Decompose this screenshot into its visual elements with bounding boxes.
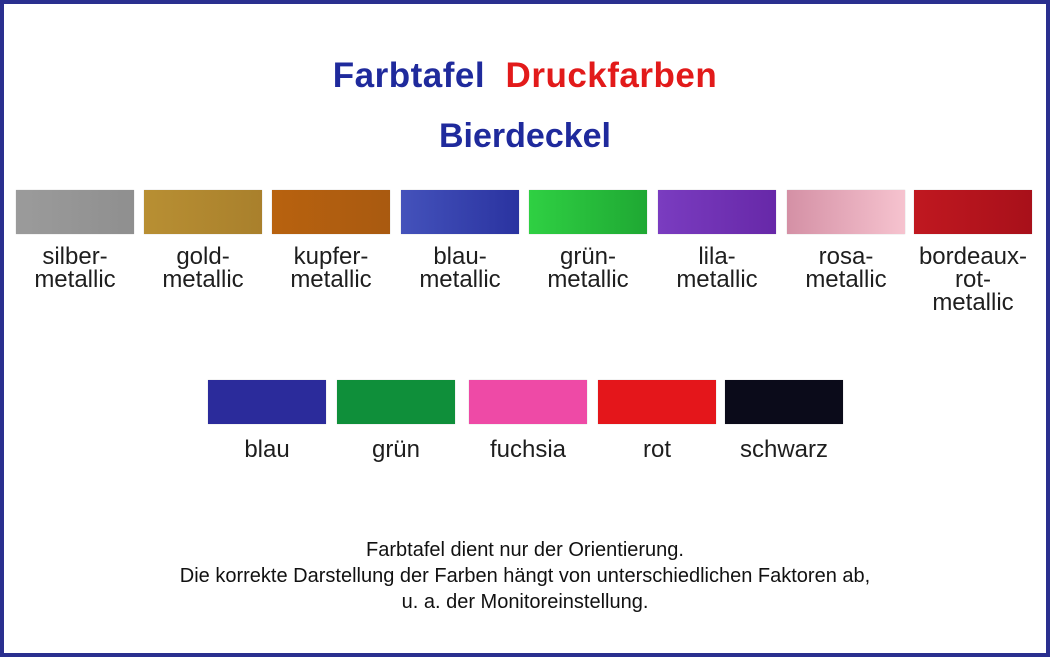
- swatch-label: [646, 245, 788, 291]
- swatch-gold-metallic: [144, 190, 262, 234]
- swatch-label-line: metallic: [419, 266, 501, 293]
- swatch-label-line: metallic: [162, 266, 244, 293]
- page-subtitle: Bierdeckel: [439, 117, 611, 155]
- swatch-kupfer-metallic: [272, 190, 390, 234]
- swatch-grün-metallic: [529, 190, 647, 234]
- swatch-label-line: rosa-: [818, 243, 874, 270]
- title-farbtafel: Farbtafel: [332, 56, 486, 95]
- title-druckfarben: Druckfarben: [505, 56, 718, 95]
- swatch-label: [4, 245, 146, 291]
- swatch-label: grün: [371, 436, 421, 463]
- swatch-lila-metallic: [658, 190, 776, 234]
- swatch-label: [775, 245, 917, 291]
- swatch-label-line: gold-: [176, 243, 230, 270]
- swatch-label: schwarz: [739, 436, 829, 463]
- swatch-label-line: metallic: [676, 266, 758, 293]
- swatch-label: [260, 245, 402, 291]
- swatch-label-line: metallic: [547, 266, 629, 293]
- disclaimer-note: [4, 537, 1046, 615]
- swatch-label-line: lila-: [698, 243, 736, 270]
- swatch-fuchsia: [469, 380, 587, 424]
- swatch-label: [902, 245, 1044, 314]
- page-title: [4, 56, 1046, 96]
- swatch-rosa-metallic: [787, 190, 905, 234]
- swatch-schwarz: [725, 380, 843, 424]
- swatch-label-line: metallic: [34, 266, 116, 293]
- swatch-label-line: grün-: [559, 243, 617, 270]
- disclaimer-line-3: u. a. der Monitoreinstellung.: [401, 591, 649, 613]
- swatch-label-line: silber-: [42, 243, 108, 270]
- swatch-grün: [337, 380, 455, 424]
- swatch-label-line: kupfer-: [293, 243, 369, 270]
- swatch-rot: [598, 380, 716, 424]
- swatch-label: [389, 245, 531, 291]
- disclaimer-line-1: Farbtafel dient nur der Orientierung.: [366, 539, 684, 561]
- swatch-label-line: bordeaux-: [918, 243, 1028, 270]
- swatch-label: rot: [642, 436, 671, 463]
- swatch-label-line: metallic: [805, 266, 887, 293]
- swatch-label: fuchsia: [489, 436, 567, 463]
- swatch-blau-metallic: [401, 190, 519, 234]
- swatch-bordeaux-metallic: [914, 190, 1032, 234]
- disclaimer-line-2: Die korrekte Darstellung der Farben hängt von unterschiedlichen Faktoren ab,: [179, 565, 871, 587]
- swatch-label-line: metallic: [932, 289, 1014, 316]
- swatch-label: [132, 245, 274, 291]
- swatch-label-line: rot-: [955, 266, 991, 293]
- swatch-silber-metallic: [16, 190, 134, 234]
- swatch-label-line: metallic: [290, 266, 372, 293]
- swatch-label: [517, 245, 659, 291]
- swatch-label: blau: [244, 436, 290, 463]
- swatch-label-line: blau-: [433, 243, 487, 270]
- swatch-blau: [208, 380, 326, 424]
